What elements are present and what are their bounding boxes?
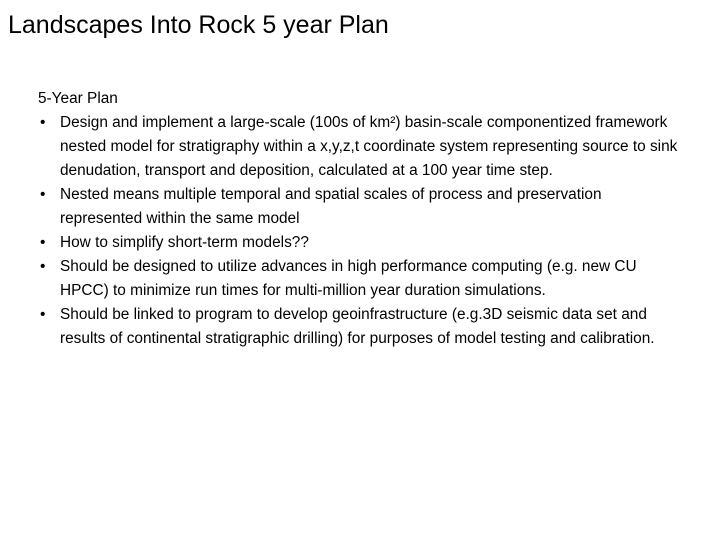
section-heading: 5-Year Plan <box>38 90 118 107</box>
bullet-text: How to simplify short-term models?? <box>60 234 309 251</box>
bullet-text: Should be designed to utilize advances in high performance computing (e.g. new CU HPCC) to minimize run times for multi-million year duration simulations. <box>60 258 637 299</box>
bullet-dot-icon: • <box>40 114 46 131</box>
bullet-text: Design and implement a large-scale (100s of km²) basin-scale componentized framework nested model for stratigraphy within a x,y,z,t coordinate system representing source to sink denudation, transport and deposition, calculated at a 100 year time step. <box>60 114 678 179</box>
bullet-list <box>38 111 678 351</box>
bullet-item <box>38 255 678 303</box>
bullet-item <box>38 183 678 231</box>
slide-body <box>38 87 678 351</box>
bullet-dot-icon: • <box>40 258 46 275</box>
bullet-dot-icon: • <box>40 306 46 323</box>
bullet-text: Nested means multiple temporal and spatial scales of process and preservation represented within the same model <box>60 186 602 227</box>
bullet-item <box>38 231 678 255</box>
slide-title: Landscapes Into Rock 5 year Plan <box>8 11 389 39</box>
bullet-item <box>38 111 678 183</box>
bullet-dot-icon: • <box>40 186 46 203</box>
bullet-item <box>38 303 678 351</box>
bullet-dot-icon: • <box>40 234 46 251</box>
bullet-text: Should be linked to program to develop geoinfrastructure (e.g.3D seismic data set and results of continental stratigraphic drilling) for purposes of model testing and calibration. <box>60 306 655 347</box>
